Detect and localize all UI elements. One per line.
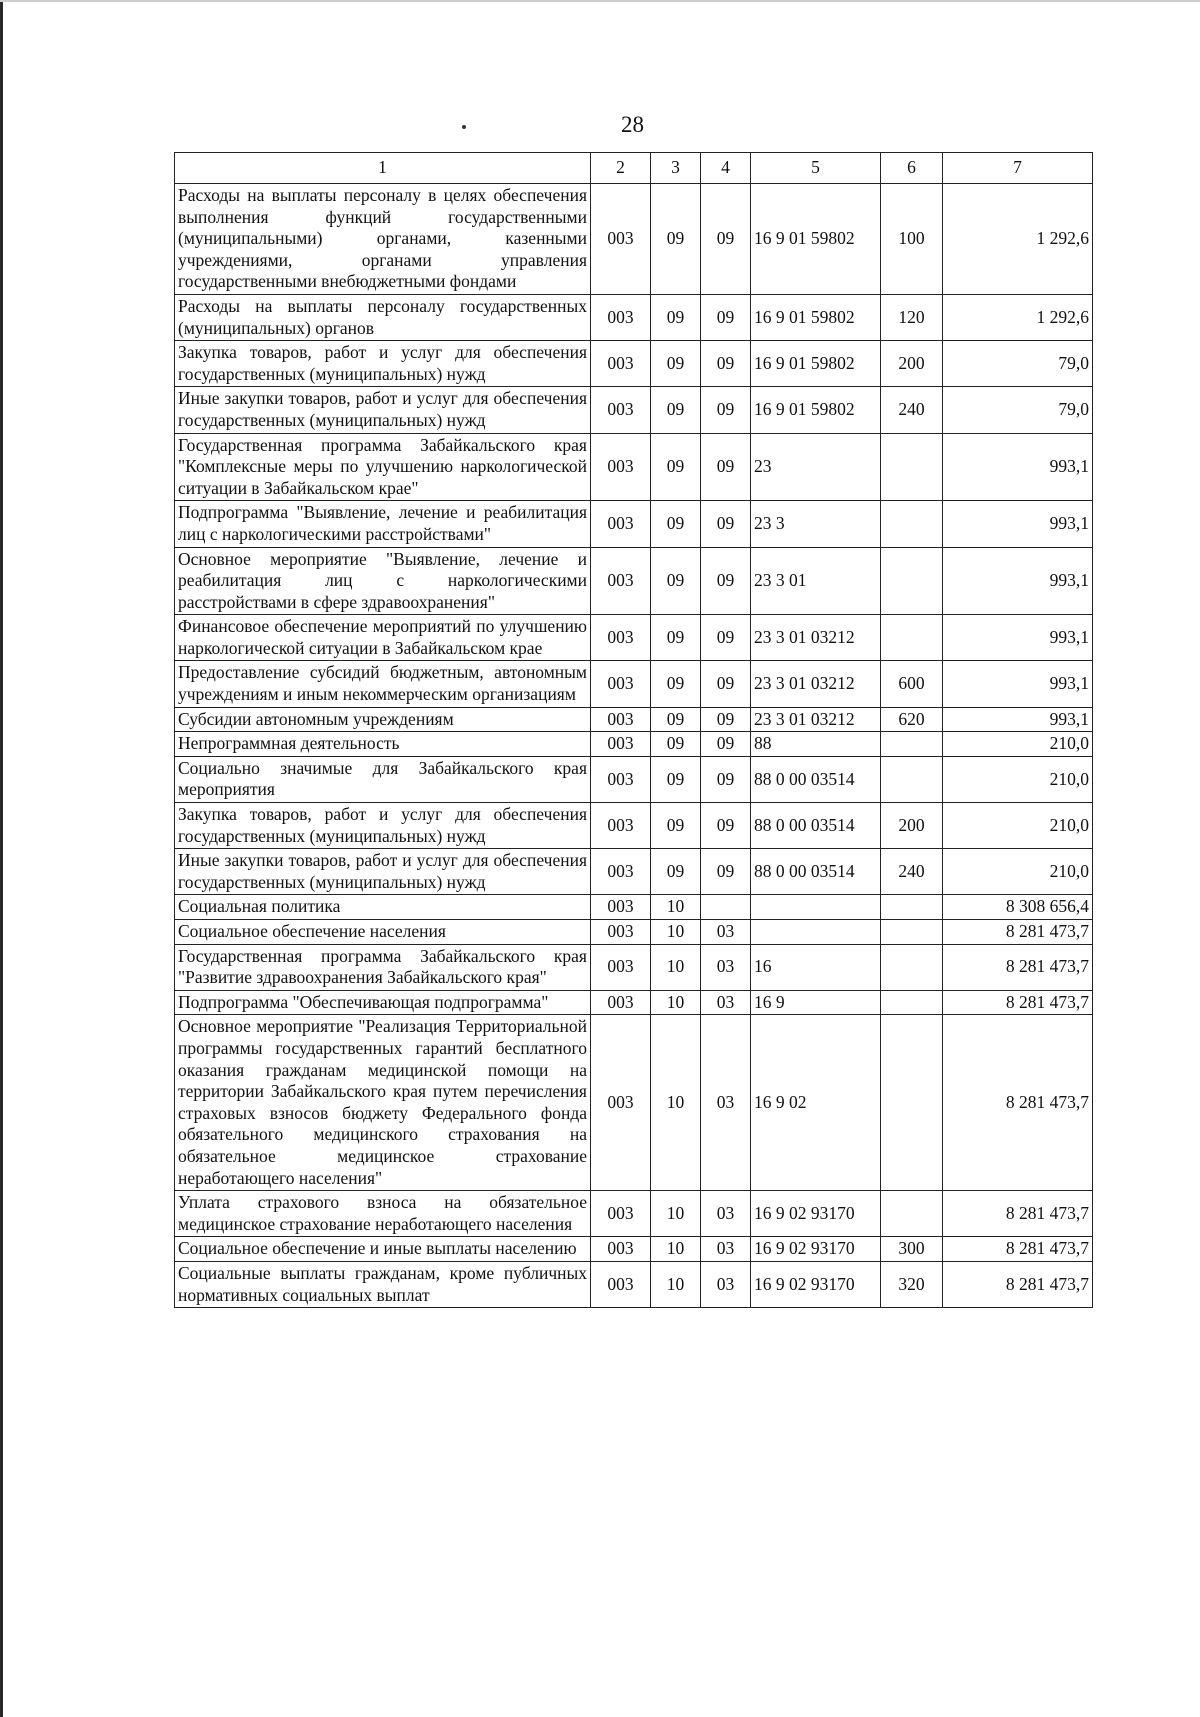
section-code: 09 — [651, 547, 701, 615]
target-article-code: 16 9 01 59802 — [751, 184, 881, 295]
expense-type-code — [881, 1015, 943, 1191]
expense-type-code — [881, 501, 943, 547]
target-article-code: 23 — [751, 433, 881, 501]
row-name: Закупка товаров, работ и услуг для обеспечения государственных (муниципальных) нужд — [175, 341, 591, 387]
ministry-code: 003 — [591, 920, 651, 945]
row-name: Расходы на выплаты персоналу государственных (муниципальных) органов — [175, 294, 591, 340]
amount: 210,0 — [943, 803, 1093, 849]
table-row — [175, 803, 1093, 849]
subsection-code: 09 — [701, 433, 751, 501]
expense-type-code — [881, 547, 943, 615]
expense-type-code: 200 — [881, 803, 943, 849]
subsection-code: 03 — [701, 1191, 751, 1237]
subsection-code: 09 — [701, 184, 751, 295]
subsection-code: 03 — [701, 1237, 751, 1262]
expense-type-code — [881, 895, 943, 920]
target-article-code: 16 9 02 93170 — [751, 1261, 881, 1307]
section-code: 10 — [651, 944, 701, 990]
amount: 8 308 656,4 — [943, 895, 1093, 920]
table-row — [175, 707, 1093, 732]
ministry-code: 003 — [591, 895, 651, 920]
amount: 79,0 — [943, 387, 1093, 433]
table-row — [175, 433, 1093, 501]
amount: 993,1 — [943, 433, 1093, 501]
expense-type-code — [881, 920, 943, 945]
row-name: Социально значимые для Забайкальского края мероприятия — [175, 756, 591, 802]
table-row — [175, 944, 1093, 990]
scan-border — [0, 0, 3, 1717]
table-row — [175, 990, 1093, 1015]
ministry-code: 003 — [591, 732, 651, 757]
section-code: 10 — [651, 990, 701, 1015]
amount: 79,0 — [943, 341, 1093, 387]
subsection-code: 09 — [701, 803, 751, 849]
subsection-code: 09 — [701, 294, 751, 340]
section-code: 09 — [651, 615, 701, 661]
subsection-code: 03 — [701, 920, 751, 945]
expense-type-code — [881, 990, 943, 1015]
section-code: 10 — [651, 920, 701, 945]
column-header: 6 — [881, 153, 943, 184]
header-row — [175, 153, 1093, 184]
table-row — [175, 756, 1093, 802]
amount: 993,1 — [943, 661, 1093, 707]
amount: 1 292,6 — [943, 184, 1093, 295]
ministry-code: 003 — [591, 1237, 651, 1262]
ministry-code: 003 — [591, 547, 651, 615]
target-article-code: 23 3 — [751, 501, 881, 547]
row-name: Расходы на выплаты персоналу в целях обеспечения выполнения функций государственными (муниципальными) органами, казенными учреждениями, органами управления государственными внебюджетными фондами — [175, 184, 591, 295]
ministry-code: 003 — [591, 1261, 651, 1307]
subsection-code: 03 — [701, 1261, 751, 1307]
column-header: 2 — [591, 153, 651, 184]
expense-type-code: 240 — [881, 849, 943, 895]
row-name: Предоставление субсидий бюджетным, автономным учреждениям и иным некоммерческим организациям — [175, 661, 591, 707]
subsection-code: 09 — [701, 707, 751, 732]
table-row — [175, 732, 1093, 757]
expense-type-code: 200 — [881, 341, 943, 387]
table-row — [175, 1191, 1093, 1237]
table-row — [175, 547, 1093, 615]
table-row — [175, 1237, 1093, 1262]
ministry-code: 003 — [591, 849, 651, 895]
table-row — [175, 294, 1093, 340]
amount: 8 281 473,7 — [943, 920, 1093, 945]
subsection-code: 09 — [701, 849, 751, 895]
section-code: 09 — [651, 184, 701, 295]
target-article-code: 16 — [751, 944, 881, 990]
amount: 210,0 — [943, 849, 1093, 895]
ministry-code: 003 — [591, 341, 651, 387]
target-article-code: 16 9 — [751, 990, 881, 1015]
target-article-code — [751, 895, 881, 920]
amount: 210,0 — [943, 732, 1093, 757]
target-article-code: 16 9 01 59802 — [751, 294, 881, 340]
ministry-code: 003 — [591, 990, 651, 1015]
target-article-code: 16 9 02 — [751, 1015, 881, 1191]
row-name: Уплата страхового взноса на обязательное медицинское страхование неработающего населения — [175, 1191, 591, 1237]
row-name: Закупка товаров, работ и услуг для обеспечения государственных (муниципальных) нужд — [175, 803, 591, 849]
row-name: Субсидии автономным учреждениям — [175, 707, 591, 732]
table-row — [175, 184, 1093, 295]
column-header: 5 — [751, 153, 881, 184]
subsection-code: 09 — [701, 732, 751, 757]
target-article-code — [751, 920, 881, 945]
target-article-code: 88 — [751, 732, 881, 757]
subsection-code: 09 — [701, 547, 751, 615]
section-code: 09 — [651, 501, 701, 547]
expense-type-code — [881, 756, 943, 802]
expense-type-code: 100 — [881, 184, 943, 295]
ministry-code: 003 — [591, 661, 651, 707]
subsection-code: 03 — [701, 944, 751, 990]
target-article-code: 23 3 01 — [751, 547, 881, 615]
ministry-code: 003 — [591, 707, 651, 732]
scan-top-edge — [0, 0, 1200, 2]
row-name: Социальное обеспечение населения — [175, 920, 591, 945]
ministry-code: 003 — [591, 501, 651, 547]
subsection-code: 09 — [701, 501, 751, 547]
target-article-code: 88 0 00 03514 — [751, 756, 881, 802]
column-header: 3 — [651, 153, 701, 184]
subsection-code: 09 — [701, 387, 751, 433]
row-name: Подпрограмма "Выявление, лечение и реабилитация лиц с наркологическими расстройствами" — [175, 501, 591, 547]
ministry-code: 003 — [591, 1191, 651, 1237]
subsection-code: 09 — [701, 756, 751, 802]
budget-table — [174, 152, 1093, 1308]
ministry-code: 003 — [591, 433, 651, 501]
amount: 8 281 473,7 — [943, 1261, 1093, 1307]
section-code: 09 — [651, 756, 701, 802]
expense-type-code: 240 — [881, 387, 943, 433]
amount: 993,1 — [943, 707, 1093, 732]
ministry-code: 003 — [591, 803, 651, 849]
target-article-code: 16 9 02 93170 — [751, 1237, 881, 1262]
table-row — [175, 849, 1093, 895]
ministry-code: 003 — [591, 756, 651, 802]
section-code: 10 — [651, 1237, 701, 1262]
row-name: Подпрограмма "Обеспечивающая подпрограмма" — [175, 990, 591, 1015]
row-name: Государственная программа Забайкальского края "Развитие здравоохранения Забайкальского края" — [175, 944, 591, 990]
column-header: 1 — [175, 153, 591, 184]
row-name: Непрограммная деятельность — [175, 732, 591, 757]
column-header: 4 — [701, 153, 751, 184]
row-name: Основное мероприятие "Реализация Территориальной программы государственных гарантий бесплатного оказания гражданам медицинской помощи на территории Забайкальского края путем перечисления страховых взносов бюджету Федерального фонда обязательного медицинского страхования на обязательное медицинское страхование неработающего населения" — [175, 1015, 591, 1191]
target-article-code: 23 3 01 03212 — [751, 707, 881, 732]
section-code: 10 — [651, 1191, 701, 1237]
section-code: 10 — [651, 1015, 701, 1191]
column-header: 7 — [943, 153, 1093, 184]
ministry-code: 003 — [591, 184, 651, 295]
row-name: Социальное обеспечение и иные выплаты населению — [175, 1237, 591, 1262]
expense-type-code — [881, 433, 943, 501]
ministry-code: 003 — [591, 944, 651, 990]
page-number: 28 — [621, 112, 644, 137]
subsection-code: 09 — [701, 661, 751, 707]
expense-type-code: 320 — [881, 1261, 943, 1307]
expense-type-code — [881, 1191, 943, 1237]
expense-type-code — [881, 732, 943, 757]
expense-type-code: 300 — [881, 1237, 943, 1262]
table-row — [175, 920, 1093, 945]
row-name: Финансовое обеспечение мероприятий по улучшению наркологической ситуации в Забайкальском крае — [175, 615, 591, 661]
target-article-code: 16 9 01 59802 — [751, 387, 881, 433]
section-code: 10 — [651, 1261, 701, 1307]
row-name: Государственная программа Забайкальского края "Комплексные меры по улучшению наркологической ситуации в Забайкальском крае" — [175, 433, 591, 501]
expense-type-code: 600 — [881, 661, 943, 707]
expense-type-code: 120 — [881, 294, 943, 340]
target-article-code: 88 0 00 03514 — [751, 803, 881, 849]
amount: 8 281 473,7 — [943, 1015, 1093, 1191]
target-article-code: 23 3 01 03212 — [751, 661, 881, 707]
section-code: 09 — [651, 387, 701, 433]
table-row — [175, 895, 1093, 920]
target-article-code: 23 3 01 03212 — [751, 615, 881, 661]
expense-type-code — [881, 615, 943, 661]
ministry-code: 003 — [591, 387, 651, 433]
target-article-code: 16 9 01 59802 — [751, 341, 881, 387]
section-code: 09 — [651, 803, 701, 849]
subsection-code: 03 — [701, 1015, 751, 1191]
table-row — [175, 661, 1093, 707]
section-code: 09 — [651, 707, 701, 732]
row-name: Иные закупки товаров, работ и услуг для обеспечения государственных (муниципальных) нужд — [175, 387, 591, 433]
row-name: Социальная политика — [175, 895, 591, 920]
target-article-code: 88 0 00 03514 — [751, 849, 881, 895]
section-code: 09 — [651, 661, 701, 707]
amount: 8 281 473,7 — [943, 1237, 1093, 1262]
amount: 8 281 473,7 — [943, 1191, 1093, 1237]
target-article-code: 16 9 02 93170 — [751, 1191, 881, 1237]
section-code: 10 — [651, 895, 701, 920]
row-name: Социальные выплаты гражданам, кроме публичных нормативных социальных выплат — [175, 1261, 591, 1307]
subsection-code: 09 — [701, 615, 751, 661]
section-code: 09 — [651, 341, 701, 387]
ministry-code: 003 — [591, 1015, 651, 1191]
amount: 8 281 473,7 — [943, 944, 1093, 990]
amount: 993,1 — [943, 615, 1093, 661]
row-name: Основное мероприятие "Выявление, лечение и реабилитация лиц с наркологическими расстройствами в сфере здравоохранения" — [175, 547, 591, 615]
amount: 993,1 — [943, 547, 1093, 615]
section-code: 09 — [651, 433, 701, 501]
ministry-code: 003 — [591, 294, 651, 340]
subsection-code — [701, 895, 751, 920]
table-row — [175, 615, 1093, 661]
amount: 1 292,6 — [943, 294, 1093, 340]
table-row — [175, 387, 1093, 433]
subsection-code: 03 — [701, 990, 751, 1015]
section-code: 09 — [651, 849, 701, 895]
section-code: 09 — [651, 294, 701, 340]
expense-type-code: 620 — [881, 707, 943, 732]
table-row — [175, 341, 1093, 387]
amount: 993,1 — [943, 501, 1093, 547]
table-row — [175, 1261, 1093, 1307]
row-name: Иные закупки товаров, работ и услуг для обеспечения государственных (муниципальных) нужд — [175, 849, 591, 895]
ministry-code: 003 — [591, 615, 651, 661]
amount: 8 281 473,7 — [943, 990, 1093, 1015]
expense-type-code — [881, 944, 943, 990]
table-row — [175, 501, 1093, 547]
section-code: 09 — [651, 732, 701, 757]
amount: 210,0 — [943, 756, 1093, 802]
table-row — [175, 1015, 1093, 1191]
subsection-code: 09 — [701, 341, 751, 387]
